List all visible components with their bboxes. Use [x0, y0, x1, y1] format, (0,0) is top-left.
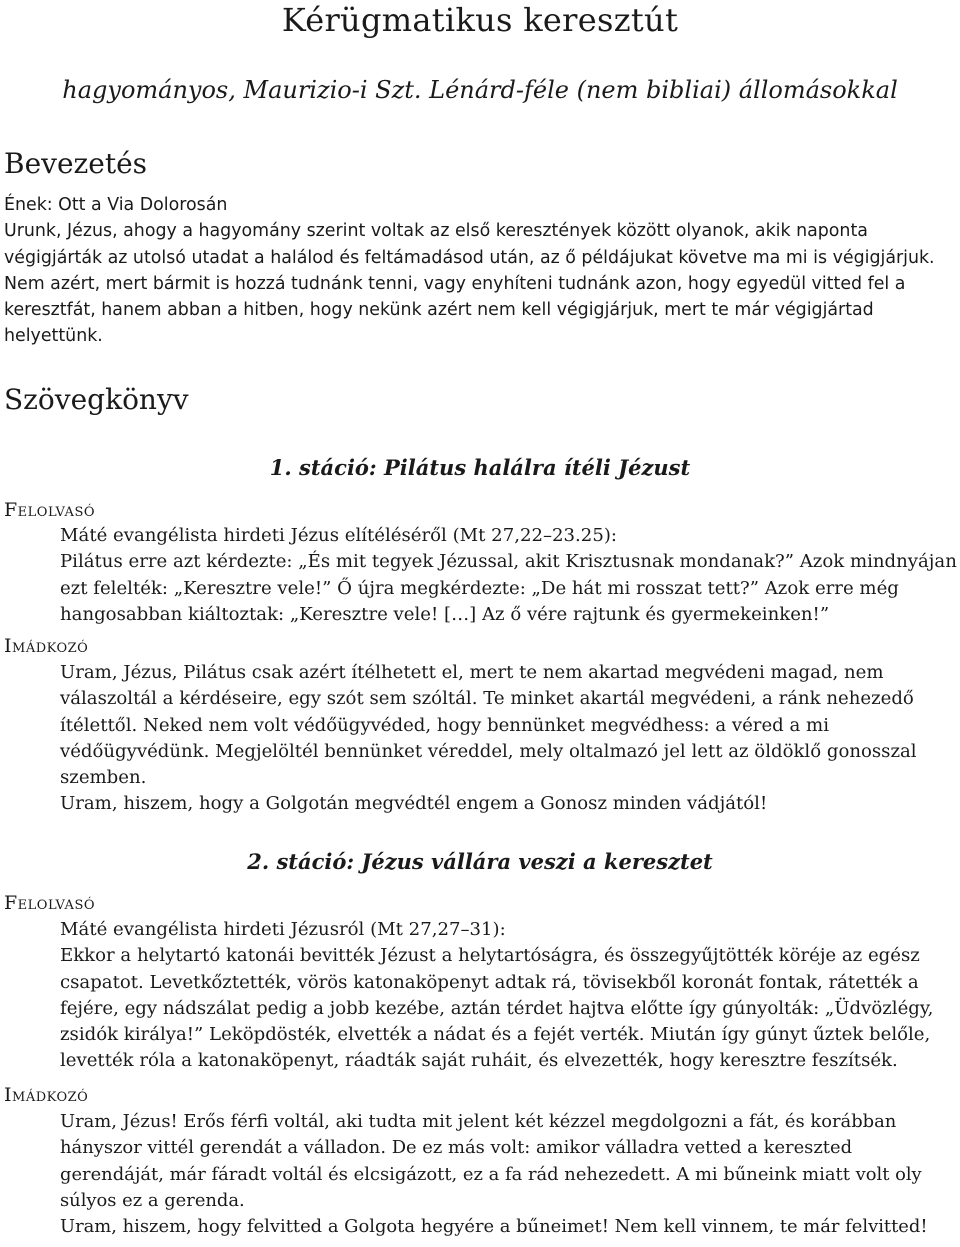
station-2-title: 2. stáció: Jézus vállára veszi a keresztet — [247, 849, 713, 874]
station-1-title: 1. stáció: Pilátus halálra ítéli Jézust — [269, 455, 691, 480]
document-title: Kérügmatikus keresztút — [281, 1, 679, 39]
intro-section — [4, 192, 954, 350]
station-2-prayer-closing: Uram, hiszem, hogy felvitted a Golgota hegyére a bűneimet! Nem kell vinnem, te már felvitted! — [60, 1216, 928, 1238]
station-1-prayer-text: Uram, Jézus, Pilátus csak azért ítélhetett el, mert te nem akartad megvédeni magad, nem válaszoltál a kérdéseire, egy szót sem szóltál. Te minket akartál megvédeni, a ránk nehezedő ítélettől. Neked nem volt védőügyvéded, hogy bennünket megvédhess: a véred a mi védőügyvédünk. Megjelöltél bennünket véreddel, mely oltalmazó jel lett az öldöklő gonosszal szemben. — [60, 662, 917, 789]
station-1-reading — [60, 523, 960, 628]
station-2-prayer-text: Uram, Jézus! Erős férfi voltál, aki tudta mit jelent két kézzel megdolgozni a fát, és korábban hányszor vittél gerendát a válladon. De ez más volt: amikor válladra vetted a kereszted gerendáját, már fáradt voltál és elcsigázott, ez a fa rád nehezedett. A mi bűneink miatt volt oly súlyos ez a gerenda. — [60, 1111, 922, 1211]
textbook-heading: Szövegkönyv — [4, 383, 189, 416]
intro-heading: Bevezetés — [4, 147, 148, 180]
station-1-reader-label: Felolvasó — [4, 499, 96, 521]
station-1-prayer-closing: Uram, hiszem, hogy a Golgotán megvédtél engem a Gonosz minden vádjától! — [60, 793, 768, 815]
station-1-reading-text: Pilátus erre azt kérdezte: „És mit tegyek Jézussal, akit Krisztusnak mondanak?” Azok mindnyájan ezt felelték: „Keresztre vele!” Ő újra megkérdezte: „De hát mi rosszat tett?” Azok erre még hangosabban kiáltoztak: „Keresztre vele! […] Az ő vére rajtunk és gyermekeinken!” — [60, 551, 957, 625]
station-2-reader-label: Felolvasó — [4, 892, 96, 914]
station-1-prayer-label: Imádkozó — [4, 635, 89, 657]
intro-song: Ének: Ott a Via Dolorosán — [4, 195, 228, 215]
station-1-prayer — [60, 660, 960, 818]
station-2-prayer-label: Imádkozó — [4, 1084, 89, 1106]
station-2-reading-intro: Máté evangélista hirdeti Jézusról (Mt 27,27–31): — [60, 919, 506, 940]
station-1-reading-intro: Máté evangélista hirdeti Jézus elítéléséről (Mt 27,22–23.25): — [60, 525, 617, 546]
station-2-reading-text: Ekkor a helytartó katonái bevitték Jézust a helytartóságra, és összegyűjtötték köréje az egész csapatot. Levetkőztették, vörös katonaköpenyt adtak rá, tövisekből koronát fontak, rátették a fejére, egy nádszálat pedig a jobb kezébe, aztán térdet hajtva előtte így gúnyolták: „Üdvözlégy, zsidók királya!” Leköpdösték, elvették a nádat és a fejét verték. Miután így gúnyt űztek belőle, levették róla a katonaköpenyt, ráadták saját ruháit, és elvezették, hogy keresztre feszítsék. — [60, 945, 934, 1072]
document-subtitle: hagyományos, Maurizio-i Szt. Lénárd-féle (nem bibliai) állomásokkal — [62, 76, 898, 104]
station-2-reading — [60, 917, 960, 1075]
intro-paragraph: Urunk, Jézus, ahogy a hagyomány szerint voltak az első keresztények között olyanok, akik naponta végigjárták az utolsó utadat a halálod és feltámadásod után, az ő példájukat követve ma mi is végigjárjuk. Nem azért, mert bármit is hozzá tudnánk tenni, vagy enyhíteni tudnánk azon, hogy egyedül vitted fel a keresztfát, hanem abban a hitben, hogy nekünk azért nem kell végigjárjuk, mert te már végigjártad helyettünk. — [4, 221, 935, 347]
station-2-prayer — [60, 1109, 960, 1240]
